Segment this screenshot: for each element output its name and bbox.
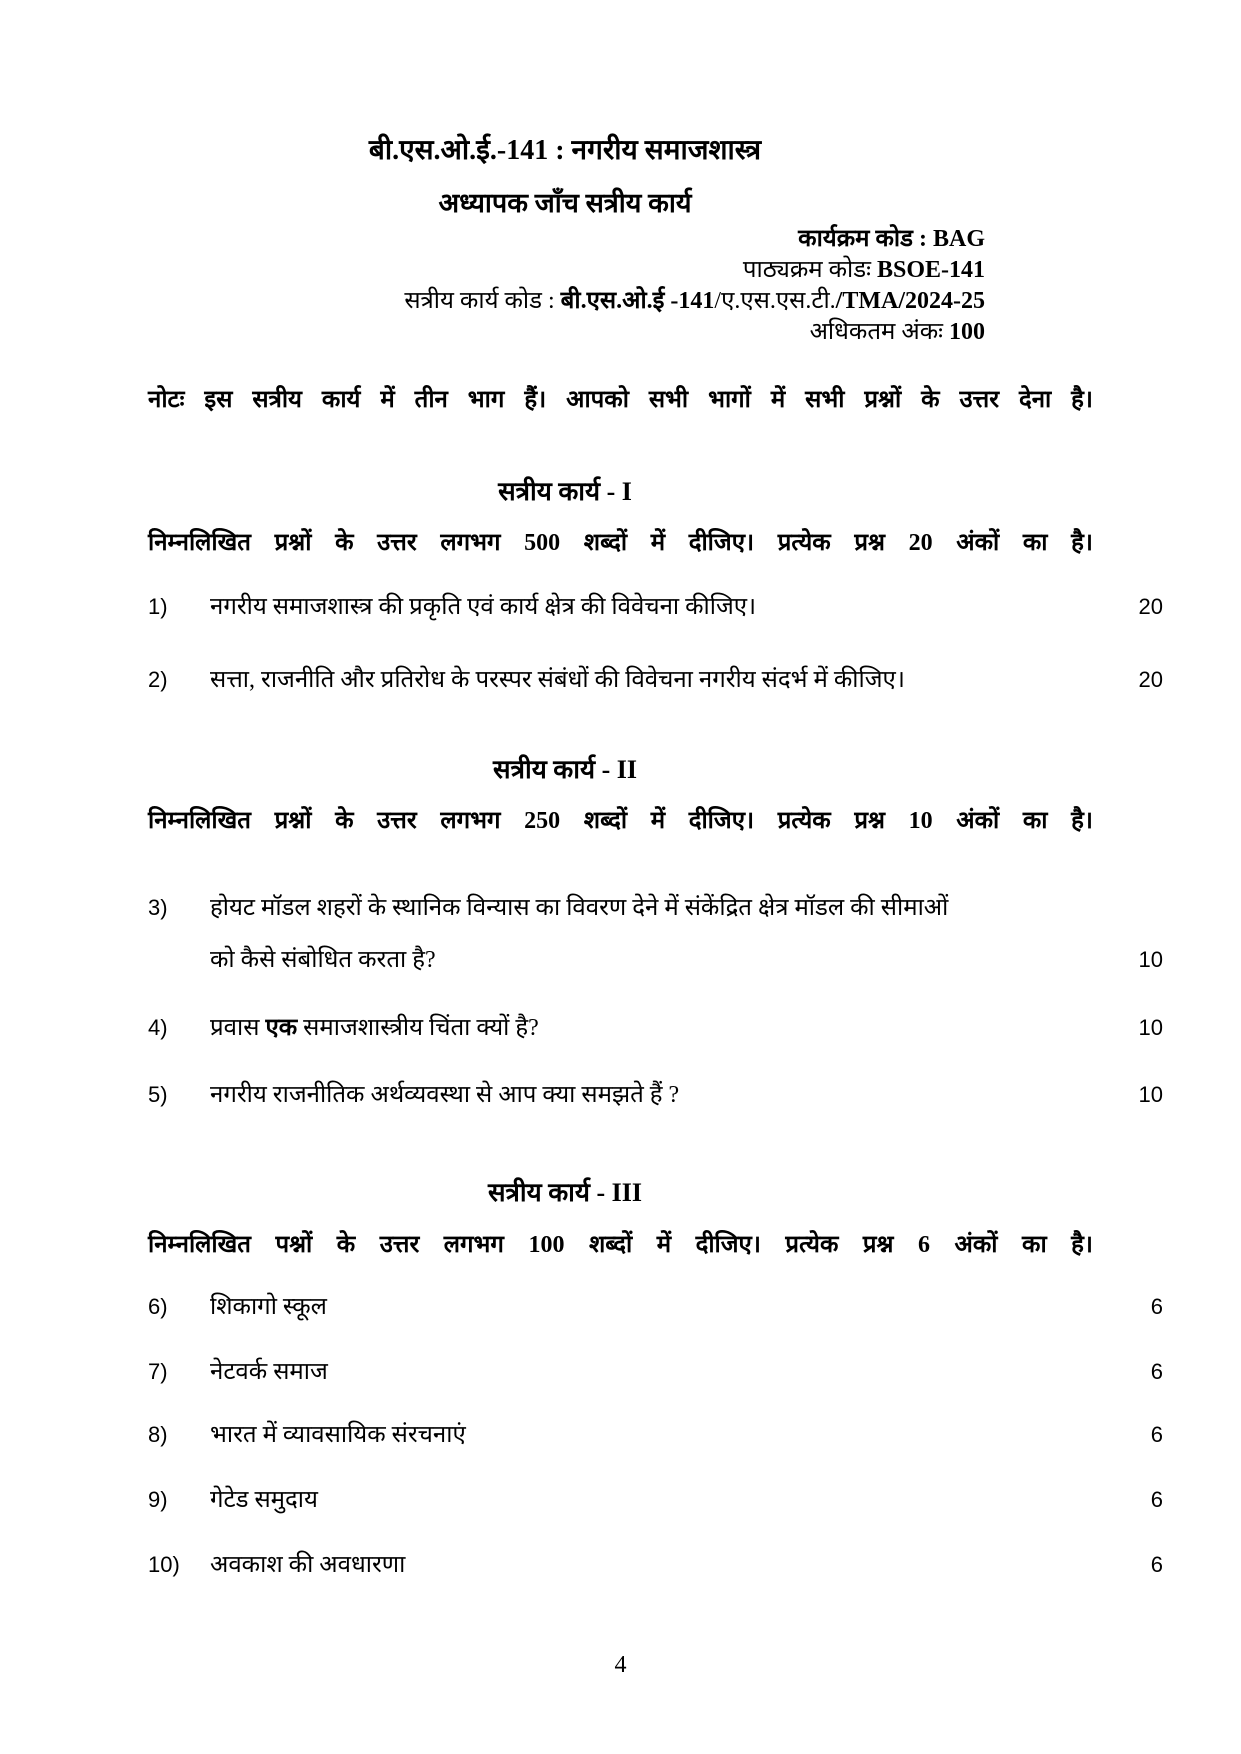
assignment-code-label: सत्रीय कार्य कोड :	[404, 288, 555, 314]
section-3-heading: सत्रीय कार्य - III	[487, 1178, 643, 1207]
question-6-marks: 6	[1150, 1294, 1163, 1319]
question-1-number: 1)	[148, 594, 168, 619]
course-code-label: पाठ्यक्रम कोडः	[742, 257, 871, 283]
question-9-marks: 6	[1150, 1487, 1163, 1512]
page-number: 4	[614, 1652, 627, 1678]
course-title: बी.एस.ओ.ई.-141 : नगरीय समाजशास्त्र	[368, 135, 762, 166]
assignment-code-value-3: /TMA/2024-25	[835, 288, 985, 314]
question-row-10	[148, 1550, 1163, 1580]
section-1-instruction: निम्नलिखित प्रश्नों के उत्तर लगभग 500 शब्दों में दीजिए। प्रत्येक प्रश्न 20 अंकों का है।	[148, 530, 1093, 556]
program-code-label: कार्यक्रम कोड :	[798, 226, 927, 252]
max-marks-value: 100	[949, 319, 985, 345]
question-row-7	[148, 1357, 1163, 1387]
question-9-text: गेटेड समुदाय	[210, 1487, 318, 1513]
section-2-instruction: निम्नलिखित प्रश्नों के उत्तर लगभग 250 शब्दों में दीजिए। प्रत्येक प्रश्न 10 अंकों का है।	[148, 808, 1093, 834]
question-3-text-line-2: को कैसे संबोधित करता है?	[210, 947, 436, 973]
question-8-number: 8)	[148, 1422, 168, 1447]
max-marks-label: अधिकतम अंकः	[809, 319, 943, 345]
question-2-text: सत्ता, राजनीति और प्रतिरोध के परस्पर संबंधों की विवेचना नगरीय संदर्भ में कीजिए।	[210, 667, 905, 693]
assignment-code-value-1: बी.एस.ओ.ई -141	[560, 288, 715, 314]
question-2-number: 2)	[148, 667, 168, 692]
question-3-number: 3)	[148, 895, 168, 920]
question-10-marks: 6	[1150, 1552, 1163, 1577]
question-2-marks: 20	[1138, 667, 1163, 692]
question-row-8	[148, 1420, 1163, 1450]
header-codes-block	[404, 224, 985, 348]
question-7-number: 7)	[148, 1359, 168, 1384]
question-4-marks: 10	[1138, 1015, 1163, 1040]
question-8-text: भारत में व्यावसायिक संरचनाएं	[210, 1422, 466, 1448]
question-6-number: 6)	[148, 1294, 168, 1319]
question-row-9	[148, 1485, 1163, 1515]
question-row-4	[148, 1013, 1163, 1043]
question-5-number: 5)	[148, 1082, 168, 1107]
program-code-value: BAG	[932, 226, 985, 252]
section-2-heading: सत्रीय कार्य - II	[493, 755, 637, 784]
question-5-marks: 10	[1138, 1082, 1163, 1107]
question-4-text-pre: प्रवास	[210, 1015, 266, 1041]
max-marks-line	[404, 317, 985, 348]
question-row-3-line-1	[148, 893, 1163, 923]
note-line: नोटः इस सत्रीय कार्य में तीन भाग हैं। आपको सभी भागों में सभी प्रश्नों के उत्तर देना है।	[148, 387, 1093, 413]
question-1-marks: 20	[1138, 594, 1163, 619]
assignment-code-line	[404, 286, 985, 317]
question-6-text: शिकागो स्कूल	[210, 1294, 327, 1320]
question-3-marks: 10	[1138, 947, 1163, 972]
question-3-text-line-1: होयट मॉडल शहरों के स्थानिक विन्यास का विवरण देने में संकेंद्रित क्षेत्र मॉडल की सीमाओं	[210, 895, 949, 921]
question-7-text: नेटवर्क समाज	[210, 1359, 328, 1385]
program-code-line	[404, 224, 985, 255]
course-code-line	[404, 255, 985, 286]
question-4-text-post: समाजशास्त्रीय चिंता क्यों है?	[297, 1015, 539, 1041]
question-row-2	[148, 665, 1163, 695]
assignment-code-value-2: /ए.एस.एस.टी.	[714, 288, 836, 314]
question-10-number: 10)	[148, 1552, 180, 1577]
question-row-6	[148, 1292, 1163, 1322]
question-7-marks: 6	[1150, 1359, 1163, 1384]
question-9-number: 9)	[148, 1487, 168, 1512]
section-3-instruction: निम्नलिखित पश्नों के उत्तर लगभग 100 शब्दों में दीजिए। प्रत्येक प्रश्न 6 अंकों का है।	[148, 1232, 1093, 1258]
question-4-text-bold: एक	[265, 1015, 298, 1041]
question-row-5	[148, 1080, 1163, 1110]
question-row-3-line-2	[148, 945, 1163, 975]
course-code-value: BSOE-141	[876, 257, 985, 283]
assignment-subtitle: अध्यापक जाँच सत्रीय कार्य	[438, 188, 692, 218]
question-4-number: 4)	[148, 1015, 168, 1040]
section-1-heading: सत्रीय कार्य - I	[498, 477, 632, 506]
question-1-text: नगरीय समाजशास्त्र की प्रकृति एवं कार्य क्षेत्र की विवेचना कीजिए।	[210, 594, 757, 620]
question-row-1	[148, 592, 1163, 622]
question-5-text: नगरीय राजनीतिक अर्थव्यवस्था से आप क्या समझते हैं ?	[210, 1082, 680, 1108]
question-10-text: अवकाश की अवधारणा	[210, 1552, 406, 1578]
question-8-marks: 6	[1150, 1422, 1163, 1447]
